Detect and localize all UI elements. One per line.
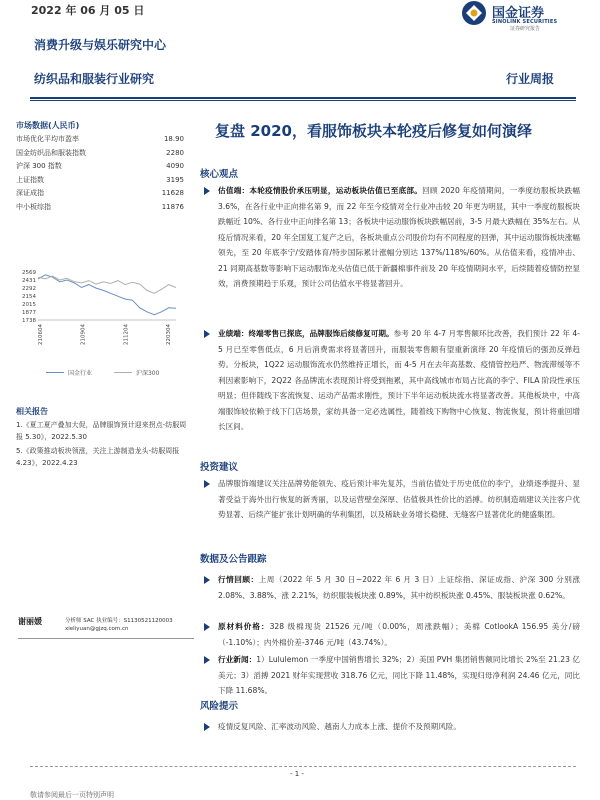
analyst-email[interactable]: xieliyuan@gjzq.com.cn	[65, 626, 129, 632]
sidebar	[16, 120, 192, 214]
section-heading-advice: 投资建议	[200, 462, 239, 473]
logo-en-text: SINOLINK SECURITIES	[492, 19, 558, 25]
footer-disclaimer: 敬请参阅最后一页特别声明	[30, 791, 114, 799]
market-value: 3195	[166, 175, 184, 184]
index-line-chart	[16, 268, 192, 378]
legend-item-industry: 国金行业	[46, 368, 92, 377]
header-divider-thin	[30, 100, 576, 101]
bullet-icon	[204, 623, 210, 634]
market-data-title: 市场数据(人民币)	[16, 121, 80, 130]
market-label: 中小板综指	[16, 202, 51, 211]
y-tick-label: 2431	[22, 278, 36, 284]
market-value: 18.90	[163, 135, 184, 143]
market-data-table	[16, 133, 192, 214]
logo-mark-icon	[461, 0, 487, 26]
bullet-icon	[204, 330, 210, 341]
x-tick-label: 211204	[123, 324, 130, 345]
section-heading-core: 核心观点	[200, 169, 239, 180]
table-row	[16, 187, 192, 201]
y-tick-label: 2154	[22, 294, 36, 300]
market-label: 深证成指	[16, 189, 44, 197]
table-row	[16, 147, 192, 161]
logo-subtitle: 证券研究报告	[510, 26, 541, 32]
y-tick-label: 1877	[22, 310, 36, 316]
bullet-icon	[204, 480, 210, 491]
bullet-icon	[204, 656, 210, 667]
paragraph-advice: 品牌服饰端建议关注品牌势能领先、疫后预计率先复苏，当前估值处于历史低位的李宁，业绩逐季提升、显著受益于海外出行恢复的新秀丽，以及运营壁垒深厚、估值极具性价比的滔搏。纺织制造端建议关注客户优势显著、后续产能扩张计划明确的华利集团，以及稀缺业务增长稳健、无缝客户显著优化的健盛集团。	[218, 479, 580, 519]
industry-research: 纺织品和服装行业研究	[34, 72, 155, 86]
series-line-hs300	[38, 276, 176, 293]
chart-legend	[46, 368, 179, 377]
x-tick-label: 220304	[166, 324, 172, 345]
legend-item-hs300: 沪深300	[114, 368, 159, 377]
y-tick-label: 2292	[22, 286, 36, 292]
paragraph-risk: 疫情反复风险、汇率波动风险、越南人力成本上涨、提价不及预期风险。	[218, 722, 461, 731]
y-tick-label: 1738	[22, 318, 36, 324]
market-label: 市场优化平均市盈率	[16, 135, 79, 143]
x-tick-label: 210904	[80, 324, 87, 345]
table-row	[16, 174, 192, 188]
market-label: 沪深 300 指数	[16, 162, 62, 170]
market-value: 11628	[161, 189, 184, 197]
paragraph-industry-news: 行业新闻：1）Lululemon 一季度中国销售增长 32%；2）美国 PVH 集团销售额同比增长 2%至 21.23 亿美元；3）滔搏 2021 财年实现营收 318.76 亿元，同比下降 11.48%，实现归母净利润 24.46 亿元，同比下降 11.68%。	[218, 655, 580, 695]
report-date: 2022 年 06 月 05 日	[31, 4, 145, 17]
bullet-icon	[204, 576, 210, 587]
paragraph-raw-materials: 原材料价格：328 级棉现货 21526 元/吨（0.00%，周涨跌幅）；美棉 CotlookA 156.95 美分/磅（-1.10%）；内外棉价差-3746 元/吨（43.74%）。	[218, 622, 580, 647]
bullet-icon	[204, 187, 210, 198]
related-reports	[16, 406, 192, 471]
market-value: 11876	[161, 202, 184, 211]
logo-cn-text: 国金证券	[492, 6, 545, 21]
y-tick-label: 2015	[22, 302, 36, 308]
paragraph-market-review: 行情回顾：上周（2022 年 5 月 30 日~2022 年 6 月 3 日）上证综指、深证成指、沪深 300 分别涨 2.08%、3.88%、涨 2.21%，纺织服装板块涨 0.89%，其中纺织板块涨 0.45%、服装板块涨 0.62%。	[218, 575, 581, 600]
table-row	[16, 201, 192, 215]
paragraph-valuation: 估值端：本轮疫情股价承压明显，运动板块估值已至底部。回顾 2020 年疫情期间，一季度纺服板块跌幅 3.6%，在各行业中正向排名第 9，而 22 年至今疫情对全行业冲击较 20 年更为明显，其中一季度纺服板块跌幅近 10%、各行业中正向排名第 13；各板块中运动服饰板块跌幅居前，3-5 月最大跌幅在 35%左右。从疫后情况来看，20 年全国复工复产之后，各板块重点公司股价均有不同程度的回弹，其中运动服饰板块涨幅领先，至 20 年底李宁/安踏体育/特步国际累计涨幅分别达 137%/118%/60%。从估值来看，疫情冲击、21 同期高基数等影响下运动服饰龙头估值已低于新疆棉事件前及 20 年疫情期间水平，后续随着疫情防控显效，消费预期趋于乐观，预计公司估值水平将显著回升。	[218, 186, 580, 288]
report-title: 复盘 2020，看服饰板块本轮疫后修复如何演绎	[215, 122, 532, 140]
footer-divider	[30, 766, 576, 767]
table-row	[16, 133, 192, 147]
series-line-industry	[38, 275, 176, 315]
x-tick-label: 210604	[38, 324, 44, 345]
analyst-name: 谢丽媛	[18, 617, 42, 626]
section-heading-risk: 风险提示	[200, 701, 239, 712]
market-value: 2280	[166, 148, 184, 157]
bullet-icon	[204, 723, 210, 734]
market-label: 国金纺织品和服装指数	[16, 148, 86, 157]
section-heading-data: 数据及公告跟踪	[200, 554, 267, 565]
header-divider	[30, 97, 576, 99]
report-type: 行业周报	[506, 72, 555, 86]
analyst-divider	[18, 638, 194, 639]
market-label: 上证指数	[16, 175, 44, 184]
paragraph-earnings: 业绩端：终端零售已探底，品牌服饰后续修复可期。参考 20 年 4-7 月零售额环比改善，我们预计 22 年 4-5 月已至零售低点，6 月后消费需求将显著回升，而服装零售额有望重新演绎 20 年疫情后的强劲反弹趋势。分板块，1Q22 运动服饰流水仍然维持正增长，而 4-5 月在去年高基数、疫情管控趋严、物流滞缓等不利因素影响下，2Q22 各品牌流水表现预计将受到拖累，其中高线城市布局占比高的李宁、FILA 阶段性承压明显；但伴随线下客流恢复、运动产品需求刚性，预计下半年运动板块流水将显著改善。其他板块中，中高端服饰较依赖于线下门店场景，家纺具备一定必选属性，随着线下购物中心恢复、物流恢复，预计将重回增长区间。	[218, 329, 580, 431]
table-row	[16, 160, 192, 174]
related-reports-title: 相关报告	[16, 407, 48, 416]
company-logo	[461, 0, 576, 40]
related-report-item[interactable]: 1.《夏工夏产叠加大促，品牌服饰预计迎来拐点-纺服周报 5.30》，2022.5.30	[16, 421, 187, 441]
y-tick-label: 2569	[22, 270, 36, 276]
analyst-registration: 分析师 SAC 执业编号：S1130521120003	[65, 618, 173, 624]
related-report-item[interactable]: 5.《政策推动板块领涨，关注上游制造龙头-纺服周报 4.23》，2022.4.23	[16, 447, 180, 467]
research-center: 消费升级与娱乐研究中心	[34, 38, 167, 52]
market-value: 4090	[166, 162, 184, 170]
page-number: - 1 -	[290, 770, 304, 778]
